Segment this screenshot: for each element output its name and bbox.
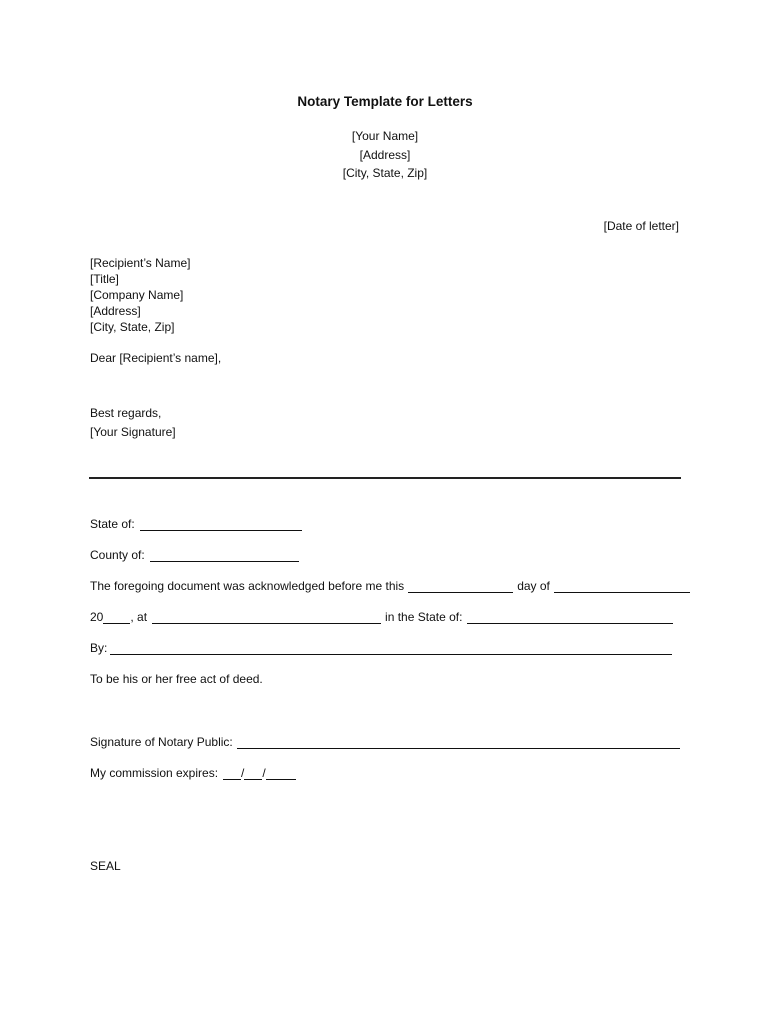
by-blank[interactable] (110, 642, 672, 655)
acknowledged-text: The foregoing document was acknowledged before me this (90, 579, 405, 593)
acknowledged-row (90, 577, 692, 593)
county-row (90, 546, 301, 562)
sender-address: [Address] (359, 147, 411, 162)
day-of-label: day of (517, 579, 550, 593)
by-row (90, 639, 674, 655)
salutation: Dear [Recipient’s name], (90, 351, 222, 365)
commission-year-blank[interactable] (266, 767, 296, 780)
date-separator-2: / (262, 766, 266, 780)
location-blank[interactable] (152, 611, 381, 624)
state-row (90, 515, 304, 531)
closing-regards: Best regards, (90, 406, 162, 420)
year-location-row (90, 608, 675, 624)
recipient-block (90, 255, 191, 335)
sender-city-state-zip: [City, State, Zip] (342, 166, 428, 180)
county-blank[interactable] (150, 549, 299, 562)
in-state-label: in the State of: (385, 610, 463, 624)
notary-signature-row (90, 733, 682, 749)
recipient-city-state-zip: [City, State, Zip] (90, 320, 175, 334)
date-separator-1: / (241, 766, 245, 780)
notary-signature-blank[interactable] (237, 736, 680, 749)
commission-day-blank[interactable] (244, 767, 262, 780)
seal-label: SEAL (90, 859, 121, 873)
month-blank[interactable] (554, 580, 690, 593)
acknowledged-day-blank[interactable] (408, 580, 513, 593)
in-state-blank[interactable] (467, 611, 673, 624)
year-blank[interactable] (103, 611, 130, 624)
recipient-name: [Recipient’s Name] (90, 256, 191, 270)
notary-signature-label: Signature of Notary Public: (90, 735, 233, 749)
document-title: Notary Template for Letters (297, 94, 473, 109)
state-blank[interactable] (140, 518, 302, 531)
recipient-address: [Address] (90, 304, 141, 318)
sender-name: [Your Name] (351, 129, 419, 143)
commission-row (90, 764, 296, 780)
section-divider (89, 477, 681, 479)
recipient-title: [Title] (90, 272, 119, 286)
sender-block (0, 127, 770, 183)
year-prefix: 20 (90, 610, 104, 624)
by-label: By: (90, 641, 108, 655)
closing-block (90, 404, 176, 441)
county-label: County of: (90, 548, 145, 562)
free-act-text: To be his or her free act of deed. (90, 672, 263, 686)
at-label: , at (130, 610, 148, 624)
letter-date: [Date of letter] (603, 219, 679, 233)
commission-label: My commission expires: (90, 766, 219, 780)
recipient-company: [Company Name] (90, 288, 184, 302)
state-label: State of: (90, 517, 135, 531)
closing-signature: [Your Signature] (90, 424, 176, 439)
commission-month-blank[interactable] (223, 767, 241, 780)
